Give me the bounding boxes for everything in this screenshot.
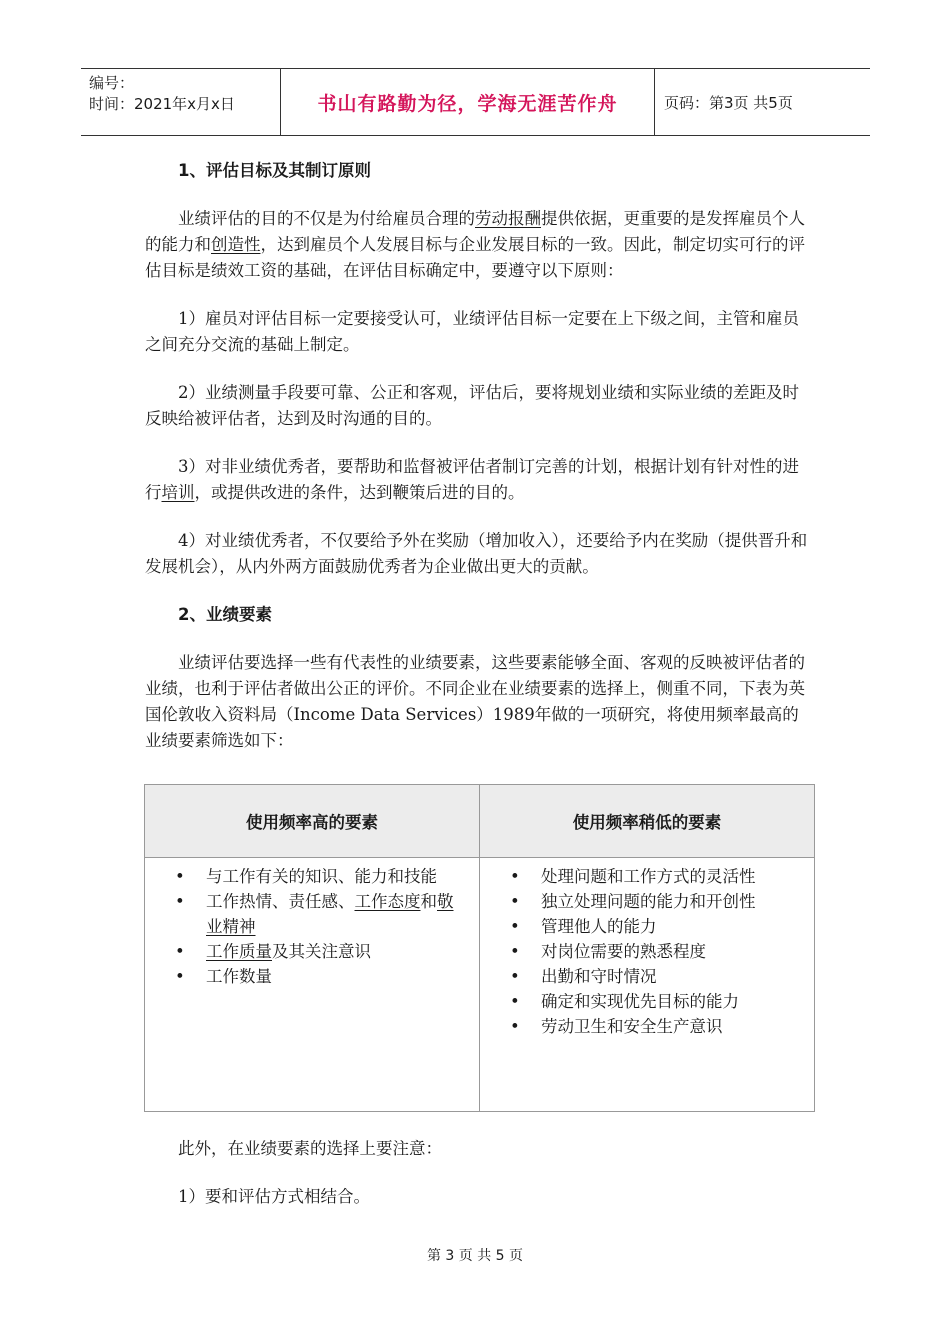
list-item: • 劳动卫生和安全生产意识 <box>500 1014 796 1039</box>
table-body-row <box>145 858 814 1111</box>
header-left-cell <box>81 69 281 135</box>
number-label: 编号： <box>89 74 135 92</box>
page-header <box>81 68 870 136</box>
principle-1: 1）雇员对评估目标一定要接受认可，业绩评估目标一定要在上下级之间，主管和雇员之间充分交流的基础上制定。 <box>145 309 799 354</box>
performance-elements-table <box>144 784 815 1112</box>
link-labor-pay[interactable]: 劳动报酬 <box>475 209 541 228</box>
list-item: • 处理问题和工作方式的灵活性 <box>500 864 796 889</box>
date-label: 时间：2021年x月x日 <box>89 95 235 113</box>
link-training[interactable]: 培训 <box>161 483 195 502</box>
list-item: • 确定和实现优先目标的能力 <box>500 989 796 1014</box>
table-col-high <box>145 858 480 1111</box>
list-item: • 工作热情、责任感、工作态度和敬业精神 <box>165 889 461 939</box>
after-p2: 1）要和评估方式相结合。 <box>178 1187 370 1206</box>
after-table-content <box>145 1136 815 1232</box>
main-content <box>145 158 815 754</box>
list-item: • 管理他人的能力 <box>500 914 796 939</box>
link-dedication[interactable]: 敬业精神 <box>206 892 454 936</box>
principle-4: 4）对业绩优秀者，不仅要给予外在奖励（增加收入），还要给予内在奖励（提供晋升和发展机会），从内外两方面鼓励优秀者为企业做出更大的贡献。 <box>145 531 808 576</box>
section1-heading: 1、评估目标及其制订原则 <box>178 161 371 180</box>
list-item: • 出勤和守时情况 <box>500 964 796 989</box>
link-work-attitude[interactable]: 工作态度 <box>354 892 421 911</box>
section2-intro: 业绩评估要选择一些有代表性的业绩要素，这些要素能够全面、客观的反映被评估者的业绩，也利于评估者做出公正的评价。不同企业在业绩要素的选择上，侧重不同，下表为英国伦敦收入资料局（Income Data Services）1989年做的一项研究，将使用频率最高的业绩要素筛选如下： <box>145 653 805 750</box>
after-p1: 此外，在业绩要素的选择上要注意： <box>178 1139 442 1158</box>
header-motto: 书山有路勤为径，学海无涯苦作舟 <box>281 69 655 135</box>
list-item: • 工作质量及其关注意识 <box>165 939 461 964</box>
section2-heading: 2、业绩要素 <box>178 605 272 624</box>
link-work-quality[interactable]: 工作质量 <box>206 942 272 961</box>
table-header-high-frequency: 使用频率高的要素 <box>145 785 480 857</box>
list-item: • 对岗位需要的熟悉程度 <box>500 939 796 964</box>
page-footer: 第 3 页 共 5 页 <box>426 1248 524 1264</box>
section1-intro: 业绩评估的目的不仅是为付给雇员合理的劳动报酬提供依据，更重要的是发挥雇员个人的能力和创造性，达到雇员个人发展目标与企业发展目标的一致。因此，制定切实可行的评估目标是绩效工资的基础，在评估目标确定中，要遵守以下原则： <box>145 209 805 280</box>
header-page-info: 页码：第3页 共5页 <box>664 93 793 112</box>
list-item: • 与工作有关的知识、能力和技能 <box>165 864 461 889</box>
table-header-low-frequency: 使用频率稍低的要素 <box>572 813 722 832</box>
table-header-row <box>145 785 814 858</box>
principle-2: 2）业绩测量手段要可靠、公正和客观，评估后，要将规划业绩和实际业绩的差距及时反映给被评估者，达到及时沟通的目的。 <box>145 383 799 428</box>
list-item: • 工作数量 <box>165 964 461 989</box>
link-creativity[interactable]: 创造性 <box>211 235 261 254</box>
list-item: • 独立处理问题的能力和开创性 <box>500 889 796 914</box>
principle-3: 3）对非业绩优秀者，要帮助和监督被评估者制订完善的计划，根据计划有针对性的进行培训，或提供改进的条件，达到鞭策后进的目的。 <box>145 457 799 502</box>
table-col-low <box>480 858 814 1111</box>
